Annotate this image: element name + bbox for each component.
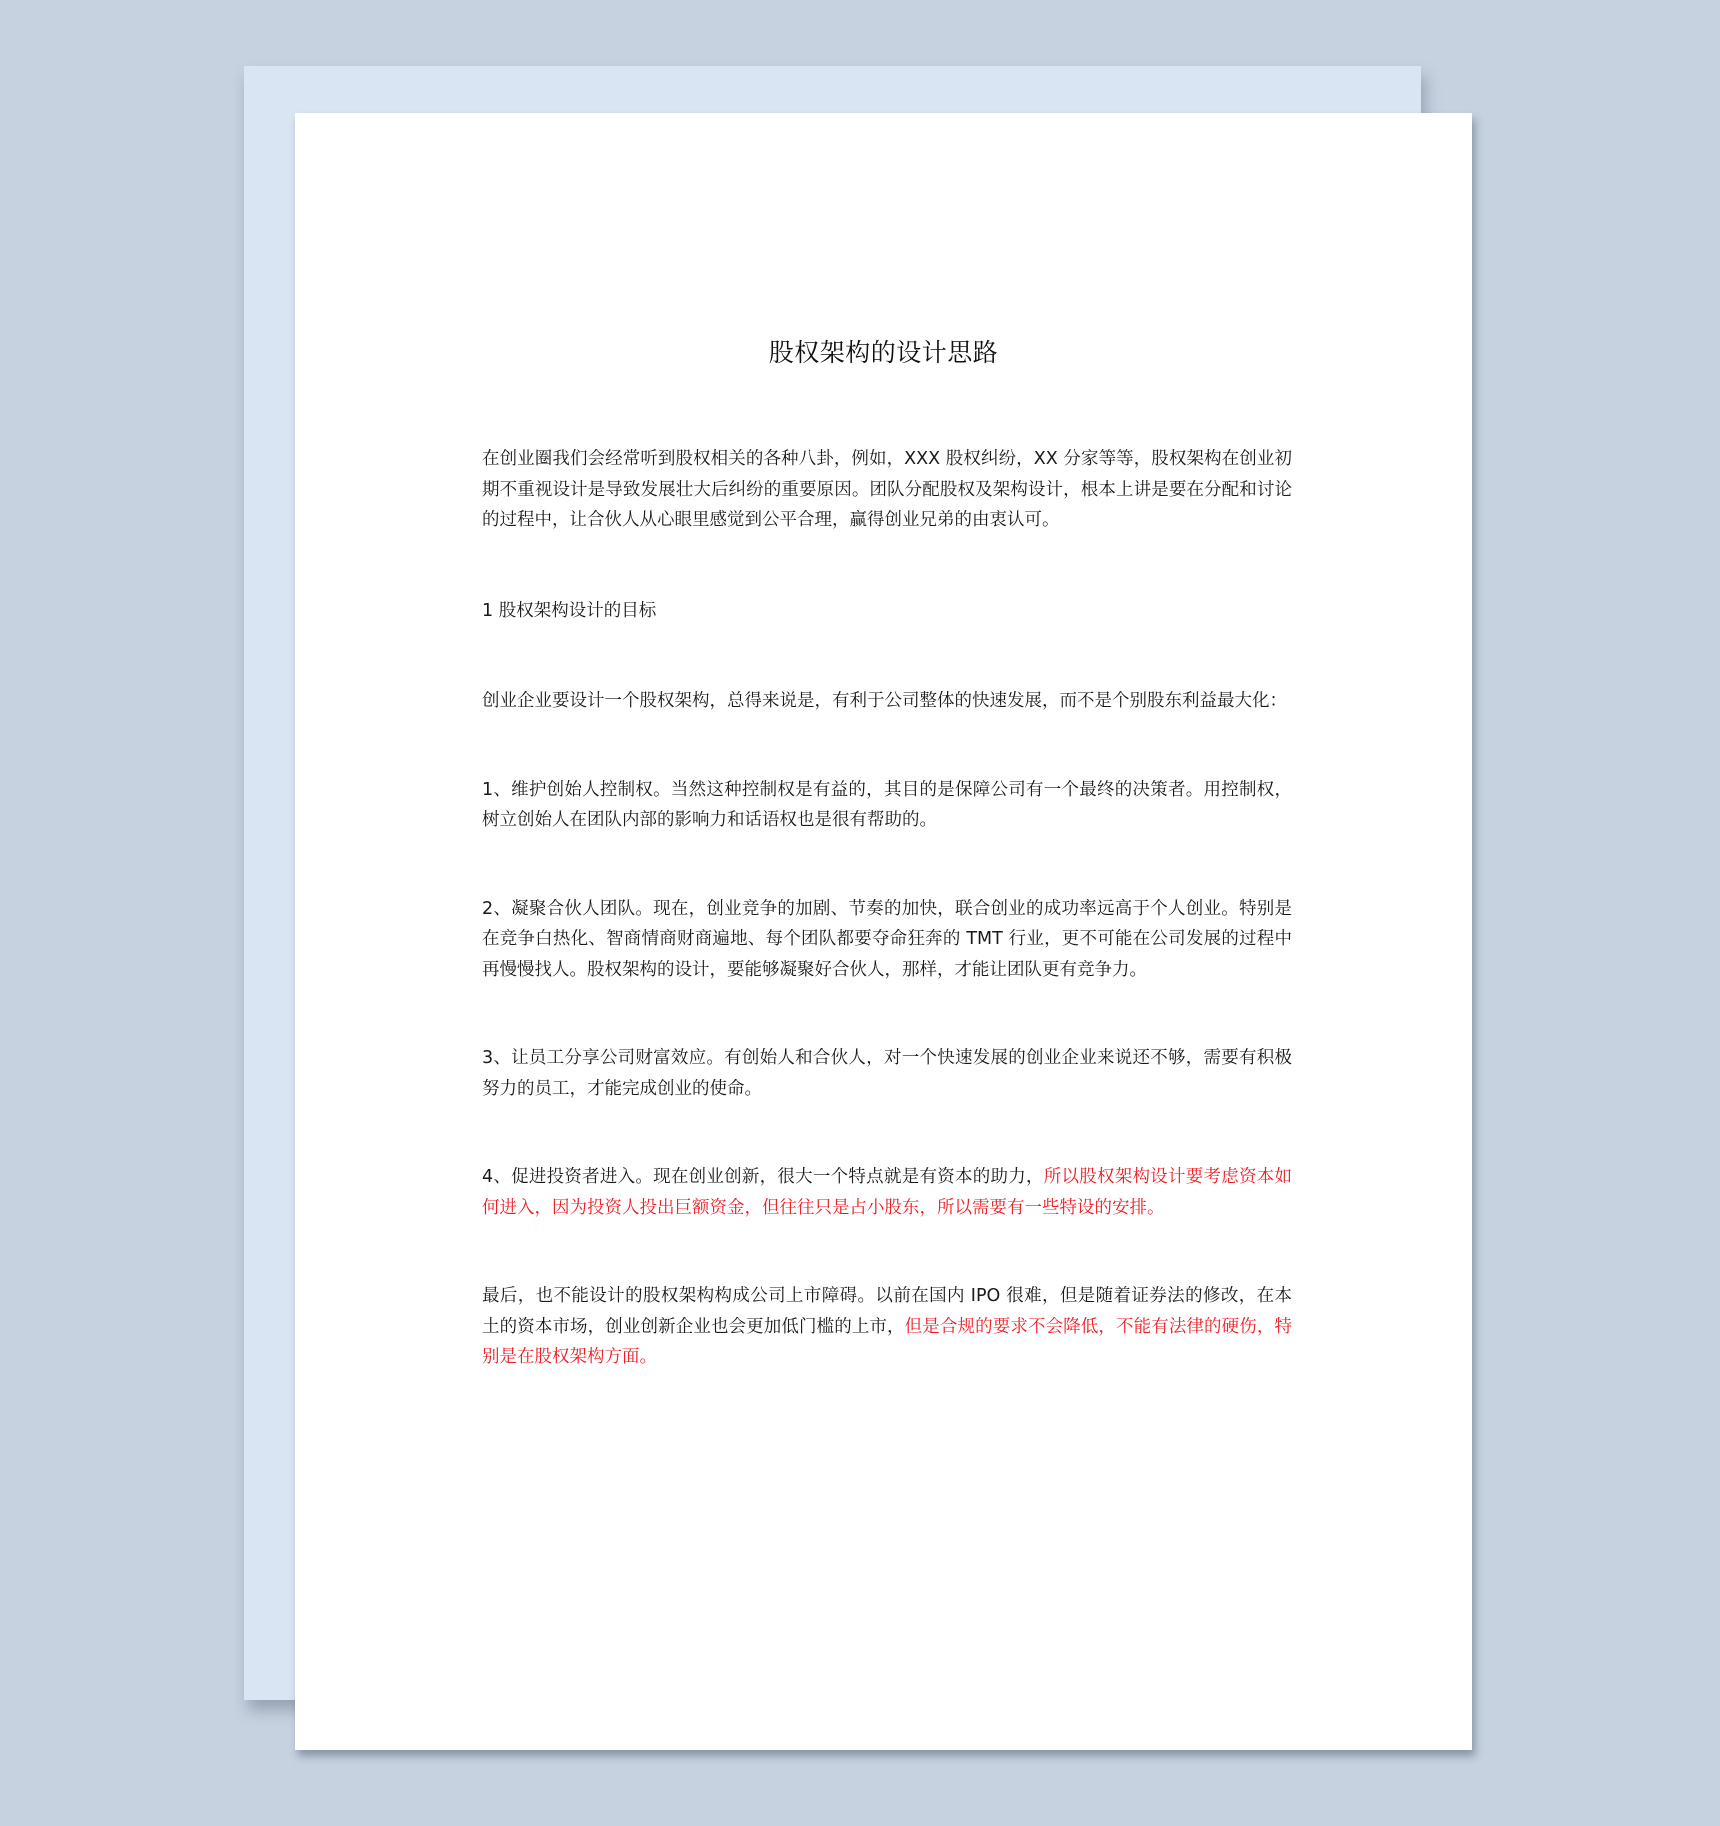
section-lead-paragraph: 创业企业要设计一个股权架构，总得来说是，有利于公司整体的快速发展，而不是个别股东利益最大化： — [482, 691, 1287, 711]
point-paragraph-4 — [482, 1162, 1292, 1223]
point-paragraph-3 — [482, 1043, 1292, 1104]
conclusion-highlight: 但是合规的要求不会降低，不能有法律的硬伤，特别是在股权架构方面。 — [482, 1316, 1293, 1367]
document-body — [482, 444, 1292, 1373]
point-3-text: 3、让员工分享公司财富效应。有创始人和合伙人，对一个快速发展的创业企业来说还不够，需要有积极努力的员工，才能完成创业的使命。 — [482, 1048, 1292, 1099]
conclusion-paragraph — [482, 1281, 1292, 1373]
point-4-text: 4、促进投资者进入。现在创业创新，很大一个特点就是有资本的助力， — [482, 1167, 1044, 1187]
point-paragraph-1 — [482, 775, 1292, 836]
document-page — [295, 113, 1472, 1750]
section-heading: 1 股权架构设计的目标 — [482, 600, 657, 621]
conclusion-text: 最后，也不能设计的股权架构构成公司上市障碍。以前在国内 IPO 很难，但是随着证券法的修改，在本土的资本市场，创业创新企业也会更加低门槛的上市， — [482, 1286, 1292, 1337]
point-4-highlight: 所以股权架构设计要考虑资本如何进入，因为投资人投出巨额资金，但往往只是占小股东，所以需要有一些特设的安排。 — [482, 1167, 1292, 1218]
document-title: 股权架构的设计思路 — [768, 338, 999, 367]
point-paragraph-2 — [482, 894, 1292, 986]
point-1-text: 1、维护创始人控制权。当然这种控制权是有益的，其目的是保障公司有一个最终的决策者。用控制权，树立创始人在团队内部的影响力和话语权也是很有帮助的。 — [482, 779, 1292, 830]
point-2-text: 2、凝聚合伙人团队。现在，创业竞争的加剧、节奏的加快，联合创业的成功率远高于个人创业。特别是在竞争白热化、智商情商财商遍地、每个团队都要夺命狂奔的 TMT 行业，更不可能在公司发展的过程中再慢慢找人。股权架构的设计，要能够凝聚好合伙人，那样，才能让团队更有竞争力。 — [482, 898, 1292, 980]
intro-paragraph: 在创业圈我们会经常听到股权相关的各种八卦，例如，XXX 股权纠纷，XX 分家等等，股权架构在创业初期不重视设计是导致发展壮大后纠纷的重要原因。团队分配股权及架构设计，根本上讲是要在分配和讨论的过程中，让合伙人从心眼里感觉到公平合理，赢得创业兄弟的由衷认可。 — [482, 449, 1292, 530]
